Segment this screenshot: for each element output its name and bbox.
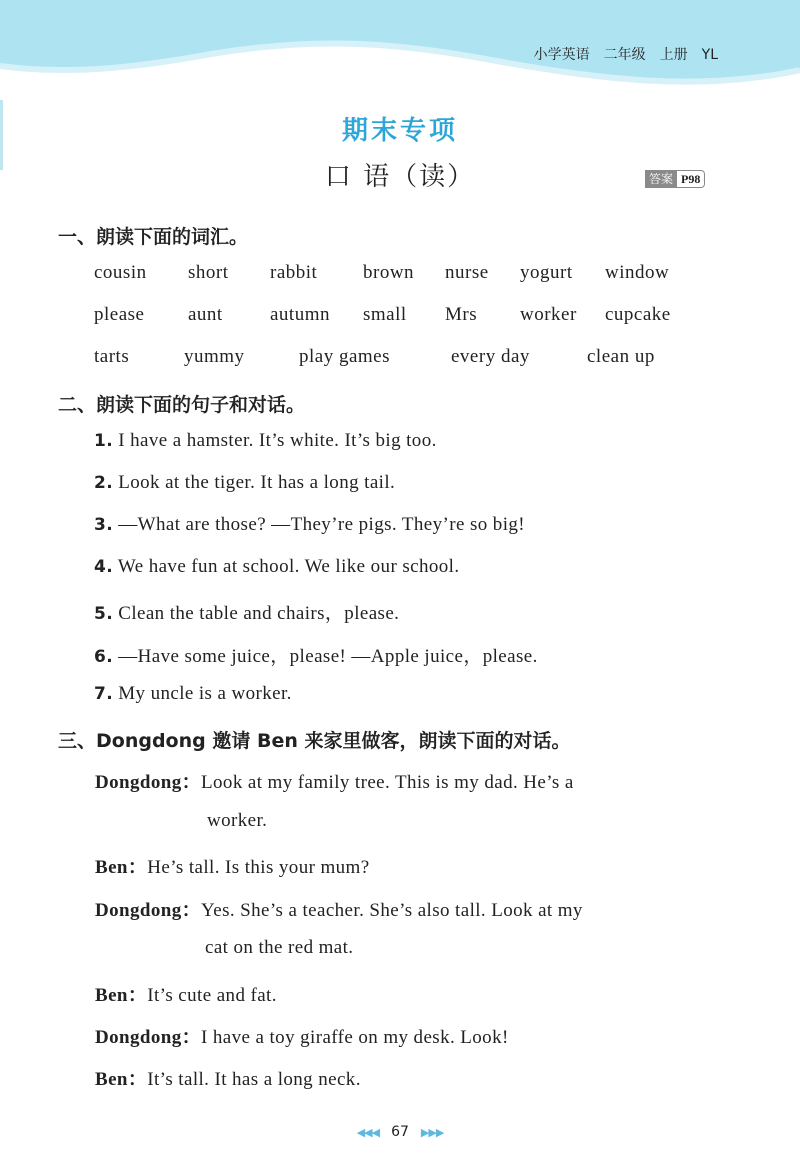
dialogue-text: It’s cute and fat. (147, 985, 277, 1006)
speaker-name: Dongdong： (95, 1027, 202, 1048)
vocab-word: small (363, 304, 407, 325)
dialogue-line (95, 1064, 361, 1091)
sentence-item (94, 472, 395, 494)
vocab-word: tarts (94, 346, 130, 367)
sentence-number: 5. (94, 604, 114, 624)
sentence-text: We have fun at school. We like our school. (113, 556, 460, 577)
dialogue-continuation: worker. (207, 810, 268, 831)
vocab-word: window (605, 262, 670, 283)
speaker-name: Dongdong： (95, 772, 202, 793)
sentence-item (94, 556, 459, 578)
vocab-word: clean up (587, 346, 655, 367)
vocab-word: autumn (270, 304, 330, 325)
dialogue-text: I have a toy giraffe on my desk. Look! (201, 1027, 509, 1048)
vocab-word: play games (299, 346, 391, 367)
vocab-word: aunt (188, 304, 223, 325)
vocab-word: worker (520, 304, 577, 325)
dialogue-line (95, 980, 277, 1007)
sentence-item (94, 683, 292, 705)
speaker-name: Ben： (95, 857, 148, 878)
speaker-name: Ben： (95, 1069, 148, 1090)
sentence-number: 1. (94, 431, 114, 451)
right-arrows-icon: ▶▶▶ (420, 1126, 444, 1139)
answer-reference-tag (645, 170, 705, 188)
page-title: 期末专项 (341, 116, 458, 146)
dialogue-line (95, 852, 370, 879)
sentence-text: —What are those? —They’re pigs. They’re so big! (113, 514, 526, 535)
page-number: 67 (391, 1124, 409, 1140)
sentence-item (94, 514, 525, 536)
sentence-text: My uncle is a worker. (113, 683, 292, 704)
vocab-word: short (188, 262, 229, 283)
dialogue-text: It’s tall. It has a long neck. (147, 1069, 361, 1090)
section-3-heading: 三、Dongdong 邀请 Ben 来家里做客，朗读下面的对话。 (58, 730, 571, 752)
sentence-text: —Have some juice，please! —Apple juice，please. (113, 646, 538, 667)
sentence-item (94, 598, 399, 625)
answer-page: P98 (677, 170, 705, 188)
dialogue-line (95, 1022, 509, 1049)
sentence-text: Clean the table and chairs，please. (113, 603, 400, 624)
sentence-text: I have a hamster. It’s white. It’s big too. (113, 430, 437, 451)
section-1-heading: 一、朗读下面的词汇。 (58, 226, 249, 248)
vocab-word: please (94, 304, 145, 325)
sentence-number: 7. (94, 684, 114, 704)
vocab-word: brown (363, 262, 415, 283)
sentence-number: 4. (94, 557, 114, 577)
sentence-item (94, 641, 538, 668)
sentence-item (94, 430, 437, 452)
vocab-word: nurse (445, 262, 489, 283)
page-footer (0, 1124, 800, 1140)
dialogue-line (95, 895, 583, 922)
vocab-word: cousin (94, 262, 147, 283)
vocab-word: every day (451, 346, 530, 367)
vocab-word: rabbit (270, 262, 318, 283)
speaker-name: Dongdong： (95, 900, 202, 921)
sentence-number: 2. (94, 473, 114, 493)
dialogue-text: Look at my family tree. This is my dad. He’s a (201, 772, 574, 793)
header-label: 小学英语 二年级 上册 YL (533, 47, 718, 63)
page-subtitle: 口 语（读） (324, 162, 476, 192)
vocab-word: yummy (184, 346, 245, 367)
dialogue-continuation: cat on the red mat. (205, 937, 354, 958)
section-2-heading: 二、朗读下面的句子和对话。 (58, 394, 306, 416)
vocab-word: yogurt (520, 262, 573, 283)
dialogue-line (95, 767, 574, 794)
dialogue-text: He’s tall. Is this your mum? (147, 857, 370, 878)
speaker-name: Ben： (95, 985, 148, 1006)
left-arrows-icon: ◀◀◀ (356, 1126, 380, 1139)
sentence-number: 6. (94, 647, 114, 667)
dialogue-text: Yes. She’s a teacher. She’s also tall. Look at my (201, 900, 583, 921)
sentence-number: 3. (94, 515, 114, 535)
vocab-word: Mrs (445, 304, 478, 325)
answer-label: 答案 (645, 170, 677, 188)
vocab-word: cupcake (605, 304, 671, 325)
sentence-text: Look at the tiger. It has a long tail. (113, 472, 396, 493)
